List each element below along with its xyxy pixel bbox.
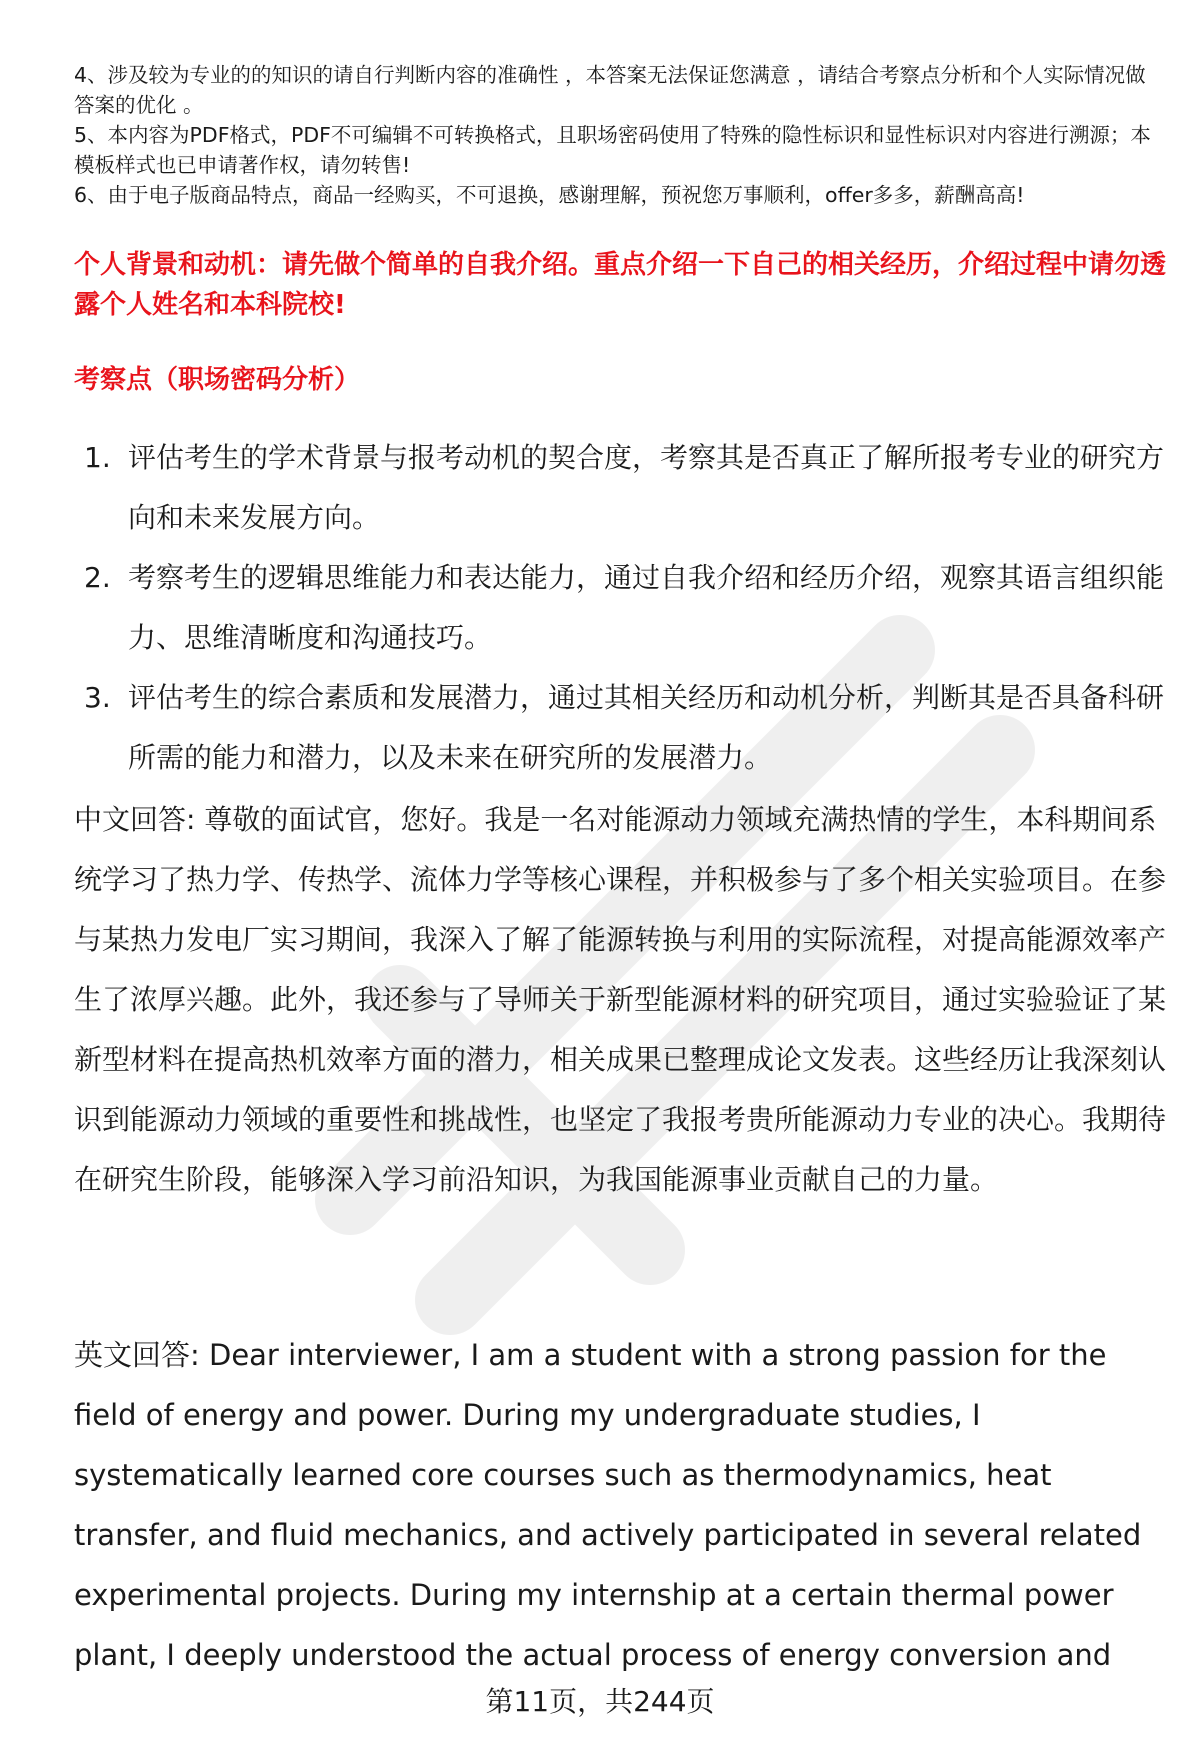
- points-title: 考察点（职场密码分析）: [74, 365, 361, 395]
- list-text: 考察考生的逻辑思维能力和表达能力，通过自我介绍和经历介绍，观察其语言组织能力、思维清晰度和沟通技巧。: [128, 561, 1165, 654]
- question-heading: 个人背景和动机：请先做个简单的自我介绍。重点介绍一下自己的相关经历，介绍过程中请勿透露个人姓名和本科院校!: [74, 250, 1167, 320]
- note-4: 4、涉及较为专业的的知识的请自行判断内容的准确性 ，本答案无法保证您满意 ，请结合考察点分析和个人实际情况做答案的优化 。: [74, 63, 1146, 117]
- chinese-answer: 中文回答: 尊敬的面试官，您好。我是一名对能源动力领域充满热情的学生，本科期间系统学习了热力学、传热学、流体力学等核心课程，并积极参与了多个相关实验项目。在参与某热力发电厂实习期间，我深入了解了能源转换与利用的实际流程，对提高能源效率产生了浓厚兴趣。此外，我还参与了导师关于新型能源材料的研究项目，通过实验验证了某新型材料在提高热机效率方面的潜力，相关成果已整理成论文发表。这些经历让我深刻认识到能源动力领域的重要性和挑战性，也坚定了我报考贵所能源动力专业的决心。我期待在研究生阶段，能够深入学习前沿知识，为我国能源事业贡献自己的力量。: [74, 803, 1167, 1196]
- page-footer: 第11页，共244页: [485, 1685, 715, 1718]
- list-item: [74, 548, 1166, 668]
- list-text: 评估考生的综合素质和发展潜力，通过其相关经历和动机分析，判断其是否具备科研所需的能力和潜力，以及未来在研究所的发展潜力。: [128, 681, 1165, 774]
- list-number: 3.: [84, 681, 111, 714]
- notes-block: [74, 60, 1166, 210]
- note-5: 5、本内容为PDF格式，PDF不可编辑不可转换格式，且职场密码使用了特殊的隐性标识和显性标识对内容进行溯源；本模板样式也已申请著作权，请勿转售!: [74, 123, 1151, 177]
- list-text: 评估考生的学术背景与报考动机的契合度，考察其是否真正了解所报考专业的研究方向和未来发展方向。: [128, 441, 1165, 534]
- list-number: 2.: [84, 561, 111, 594]
- list-item: [74, 428, 1166, 548]
- list-item: [74, 668, 1166, 788]
- english-answer: 英文回答: Dear interviewer, I am a student with a strong passion for the field of energy and power. During my undergraduate studies, I systematically learned core courses such as thermodynamics, heat transfer, and fluid mechanics, and actively participated in several related experimental projects. During my internship at a certain thermal power plant, I deeply understood the actual process of energy conversion and: [74, 1338, 1142, 1672]
- list-number: 1.: [84, 441, 111, 474]
- points-list: [74, 428, 1166, 788]
- note-6: 6、由于电子版商品特点，商品一经购买，不可退换，感谢理解，预祝您万事顺利，offer多多，薪酬高高!: [74, 183, 1025, 207]
